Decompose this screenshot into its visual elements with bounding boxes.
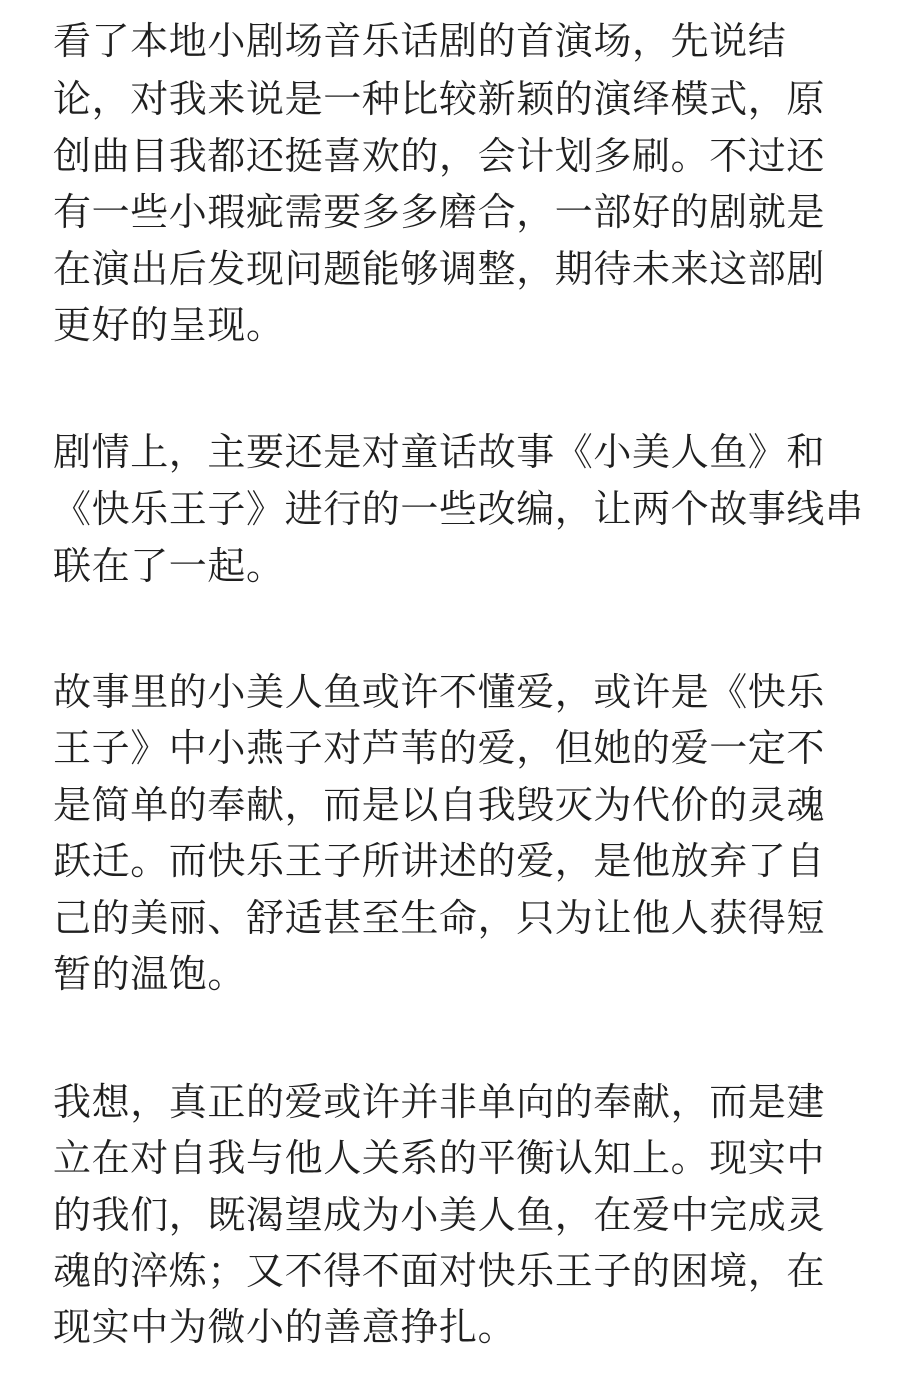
text-line: 故事里的小美人鱼或许不懂爱，或许是《快乐: [53, 670, 826, 714]
text-line: 跃迁。而快乐王子所讲述的爱，是他放弃了自: [53, 839, 826, 883]
text-line: 在演出后发现问题能够调整，期待未来这部剧: [53, 247, 826, 291]
text-line: 的我们，既渴望成为小美人鱼，在爱中完成灵: [53, 1193, 826, 1237]
text-line: 现实中为微小的善意挣扎。: [53, 1305, 517, 1349]
text-line: 更好的呈现。: [53, 303, 285, 347]
text-line: 我想，真正的爱或许并非单向的奉献，而是建: [53, 1080, 826, 1124]
text-line: 魂的淬炼；又不得不面对快乐王子的困境，在: [53, 1249, 826, 1293]
text-line: 是简单的奉献，而是以自我毁灭为代价的灵魂: [53, 783, 826, 827]
text-line: 《快乐王子》进行的一些改编，让两个故事线串: [53, 487, 864, 531]
text-line: 创曲目我都还挺喜欢的，会计划多刷。不过还: [53, 134, 826, 178]
text-line: 看了本地小剧场音乐话剧的首演场，先说结: [53, 19, 787, 63]
text-line: 暂的温饱。: [53, 952, 247, 996]
text-line: 立在对自我与他人关系的平衡认知上。现实中: [53, 1136, 826, 1180]
text-line: 己的美丽、舒适甚至生命，只为让他人获得短: [53, 896, 826, 940]
text-line: 有一些小瑕疵需要多多磨合，一部好的剧就是: [53, 190, 826, 234]
text-line: 论，对我来说是一种比较新颖的演绎模式，原: [53, 77, 826, 121]
text-line: 联在了一起。: [53, 544, 285, 588]
text-line: 剧情上，主要还是对童话故事《小美人鱼》和: [53, 430, 826, 474]
text-line: 王子》中小燕子对芦苇的爱，但她的爱一定不: [53, 726, 826, 770]
